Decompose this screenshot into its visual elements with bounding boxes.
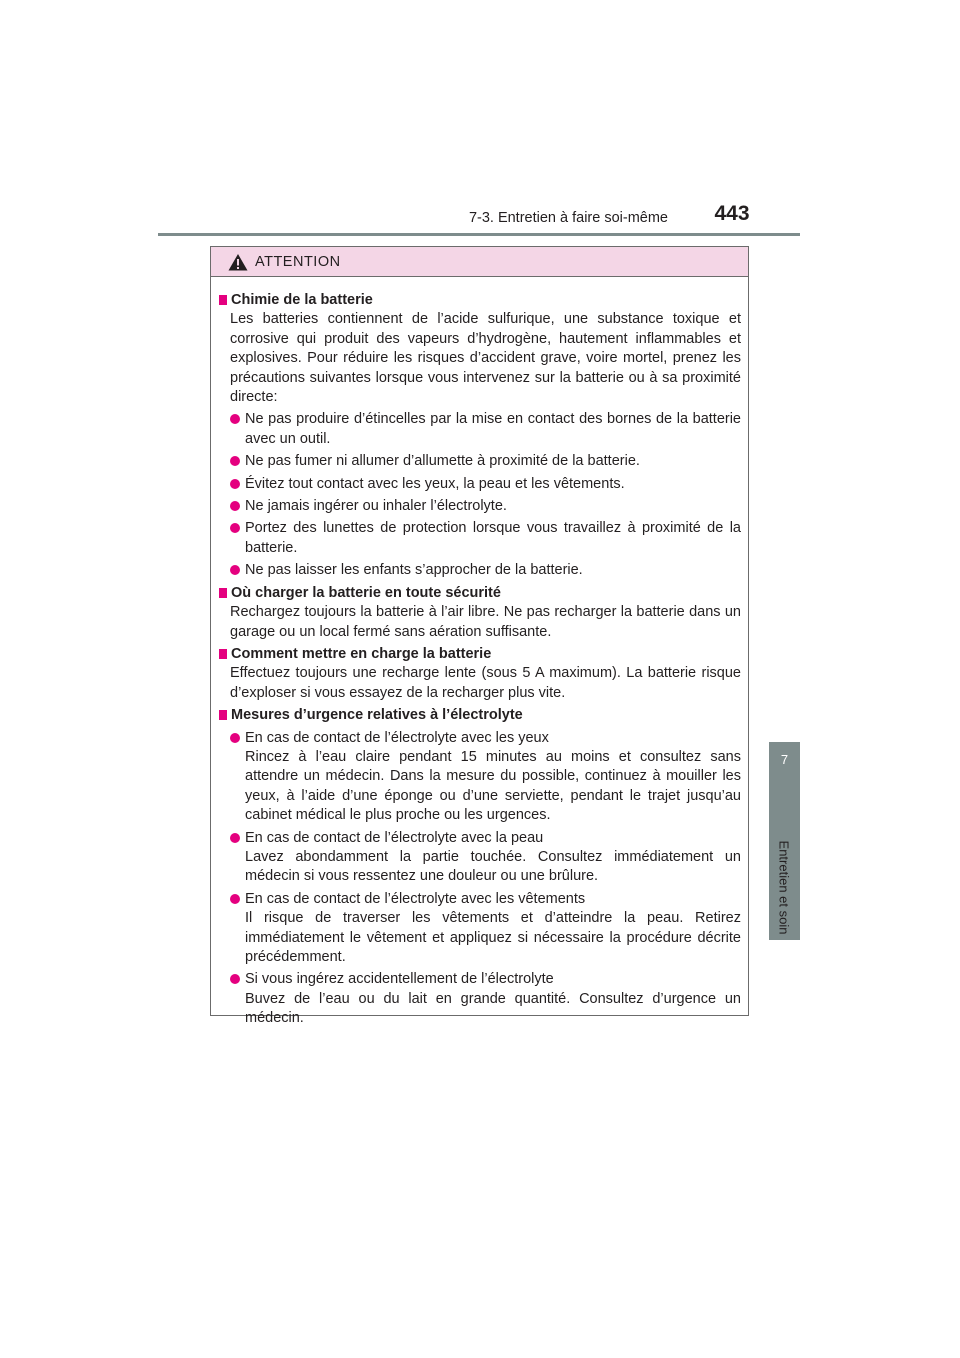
- bullet-body: Il risque de traverser les vêtements et d’atteindre la peau. Retirez immédiatement le vêtement et appliquez si nécessaire la procédure décrite précédemment.: [245, 910, 741, 965]
- bullet-item: [230, 729, 741, 826]
- warning-triangle-icon: [228, 253, 248, 271]
- warning-section: [217, 291, 741, 581]
- header-divider: [158, 233, 800, 236]
- section-title: [217, 706, 741, 725]
- warning-section: [217, 584, 741, 642]
- section-title-text: Mesures d’urgence relatives à l’électrolyte: [231, 707, 523, 724]
- bullet-text: Ne pas laisser les enfants s’approcher de la batterie.: [245, 562, 583, 579]
- section-heading: 7-3. Entretien à faire soi-même: [468, 210, 668, 226]
- bullet-item: [230, 519, 741, 558]
- bullet-text: [245, 890, 741, 968]
- round-bullet-icon: [230, 523, 240, 533]
- warning-body: [211, 277, 748, 1029]
- section-text: Les batteries contiennent de l’acide sulfurique, une substance toxique et corrosive qui produit des vapeurs d’hydrogène, hautement inflammables et explosives. Pour réduire les risques d’accident grave, voire mortel, prenez les précautions suivantes lorsque vous intervenez sur la batterie ou à sa proximité directe:: [230, 311, 741, 406]
- bullet-text: [245, 729, 741, 826]
- bullet-text: Ne jamais ingérer ou inhaler l’électrolyte.: [245, 498, 507, 515]
- bullet-item: [230, 497, 741, 516]
- section-title-text: Chimie de la batterie: [231, 292, 373, 308]
- bullet-text: Ne pas produire d’étincelles par la mise en contact des bornes de la batterie avec un outil.: [245, 411, 741, 447]
- bullet-item: [230, 970, 741, 1028]
- bullet-item: [230, 890, 741, 968]
- warning-title: ATTENTION: [255, 253, 341, 270]
- square-bullet-icon: [219, 588, 227, 598]
- bullet-item: [230, 561, 741, 580]
- bullet-text: [245, 970, 741, 1028]
- chapter-label-container: [768, 832, 800, 942]
- section-title: [217, 584, 741, 603]
- round-bullet-icon: [230, 733, 240, 743]
- round-bullet-icon: [230, 456, 240, 466]
- warning-box: [210, 246, 749, 1027]
- bullet-lead: En cas de contact de l’électrolyte avec les vêtements: [245, 890, 586, 907]
- bullet-lead: En cas de contact de l’électrolyte avec les yeux: [245, 729, 549, 746]
- section-title: [217, 291, 741, 310]
- bullet-lead: En cas de contact de l’électrolyte avec la peau: [245, 829, 544, 846]
- round-bullet-icon: [230, 894, 240, 904]
- bullet-body: Buvez de l’eau ou du lait en grande quantité. Consultez d’urgence un médecin.: [245, 990, 741, 1027]
- bullet-lead: Si vous ingérez accidentellement de l’électrolyte: [245, 971, 554, 988]
- bullet-body: Rincez à l’eau claire pendant 15 minutes au moins et consultez sans attendre un médecin. Dans la mesure du possible, continuez à mouiller les yeux, à l’aide d’une éponge ou d’une serviette, pendant le trajet jusqu’au cabinet médical le plus proche ou les urgences.: [245, 748, 741, 824]
- bullet-item: [230, 475, 741, 494]
- bullet-text: Portez des lunettes de protection lorsque vous travaillez à proximité de la batterie.: [245, 520, 741, 556]
- section-title: [217, 645, 741, 664]
- bullet-item: [230, 452, 741, 471]
- chapter-number: 7: [780, 752, 789, 767]
- bullet-text: Évitez tout contact avec les yeux, la peau et les vêtements.: [245, 475, 625, 492]
- warning-section: [217, 706, 741, 1029]
- bullet-text: [245, 829, 741, 887]
- section-title-text: Comment mettre en charge la batterie: [231, 645, 492, 662]
- bullet-body: Lavez abondamment la partie touchée. Consultez immédiatement un médecin si vous ressentez une douleur ou une brûlure.: [245, 848, 741, 885]
- round-bullet-icon: [230, 833, 240, 843]
- square-bullet-icon: [219, 649, 227, 659]
- warning-section: [217, 645, 741, 703]
- section-text: Rechargez toujours la batterie à l’air libre. Ne pas recharger la batterie dans un garage ou un local fermé sans aération suffisante.: [230, 604, 741, 640]
- round-bullet-icon: [230, 565, 240, 575]
- warning-header: [211, 247, 748, 277]
- round-bullet-icon: [230, 974, 240, 984]
- bullet-item: [230, 829, 741, 887]
- round-bullet-icon: [230, 501, 240, 511]
- chapter-label: Entretien et soin: [776, 840, 792, 934]
- section-title-text: Où charger la batterie en toute sécurité: [231, 584, 501, 601]
- round-bullet-icon: [230, 414, 240, 424]
- section-text: Effectuez toujours une recharge lente (sous 5 A maximum). La batterie risque d’exploser si vous essayez de la recharger plus vite.: [230, 665, 741, 701]
- square-bullet-icon: [219, 295, 227, 305]
- bullet-text: Ne pas fumer ni allumer d’allumette à proximité de la batterie.: [245, 453, 640, 470]
- page-number: 443: [714, 202, 750, 225]
- bullet-item: [230, 410, 741, 449]
- round-bullet-icon: [230, 479, 240, 489]
- square-bullet-icon: [219, 710, 227, 720]
